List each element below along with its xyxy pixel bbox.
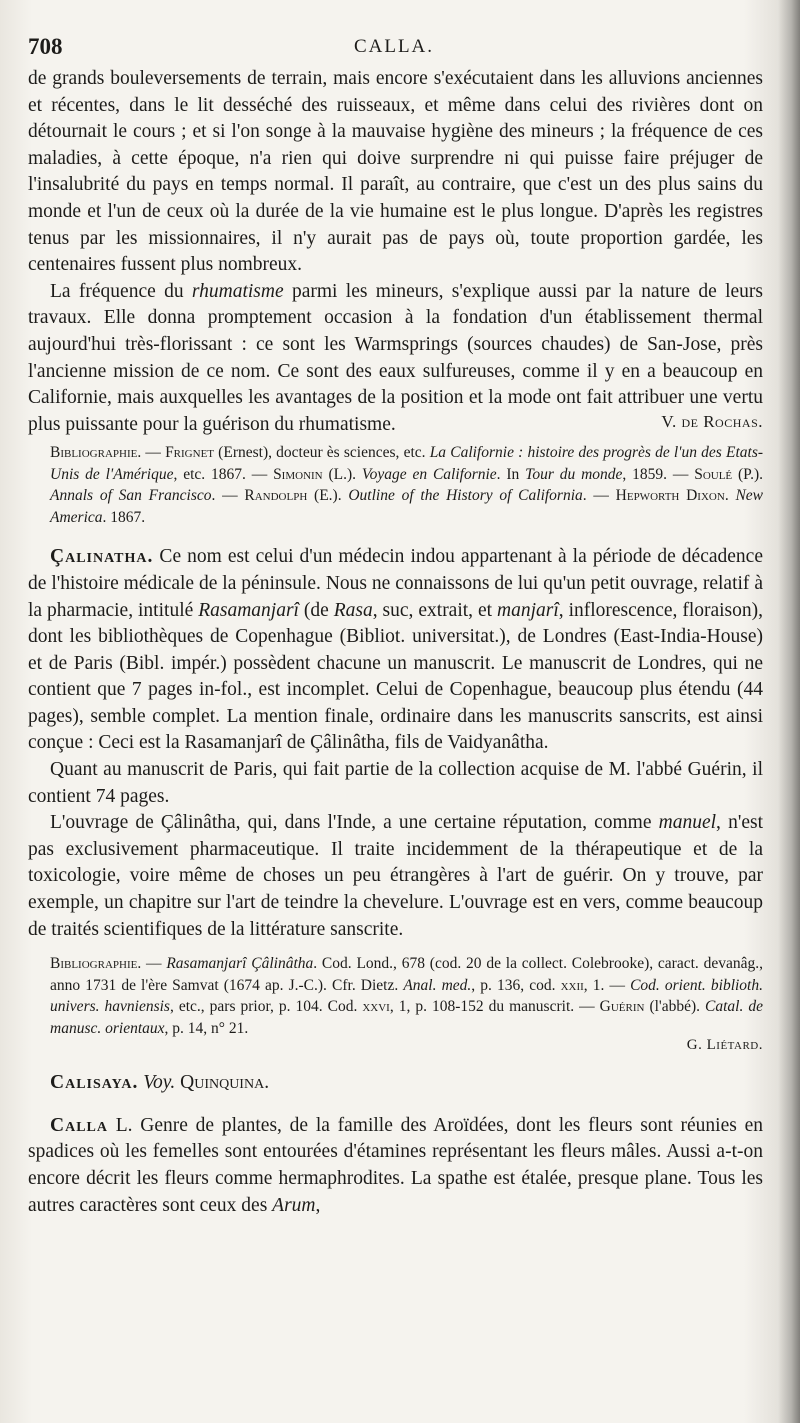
entry-heading: Çalinatha. (50, 546, 154, 568)
entry-heading: Calla (50, 1114, 108, 1136)
entry-calla: Calla L. Genre de plantes, de la famille des Aroïdées, dont les fleurs sont réunies en spadices où les femelles sont entourées d'étamines représentant les fleurs mâles. Aussi a-t-on encore décrit les fleurs comme hermaphrodites. La spathe est étalée, presque plane. Tous les autres caractères sont ceux des Arum, (28, 1114, 763, 1216)
bibliography: Bibliographie. — Frignet (Ernest), docteur ès sciences, etc. La Californie : histoire des progrès de l'un des Etats-Unis de l'Amérique, etc. 1867. — Simonin (L.). Voyage en Californie. In Tour du monde, 1859. — Soulé (P.). Annals of San Francisco. — Randolph (E.). Outline of the History of California. — Hepworth Dixon. New America. 1867. (50, 444, 764, 526)
entry-calisaya: Calisaya. Voy. Quinquina. (50, 1072, 270, 1094)
author-signature: V. de Rochas. (661, 412, 763, 432)
paragraph: La fréquence du rhumatisme parmi les mineurs, s'explique aussi par la nature de leurs travaux. Elle donna promptement occasion à la fondation d'un établissement thermal aujourd'hui très-florissant : ce sont les Warmsprings (sources chaudes) de San-Jose, près l'ancienne mission de ce nom. Ce sont des eaux sulfureuses, comme il y en a beaucoup en Californie, mais auxquelles les avantages de la position et la mode ont fait attribuer une vertu plus puissante pour la guérison du rhumatisme. (28, 280, 763, 435)
entry-heading: Calisaya. (50, 1072, 139, 1094)
running-head: CALLA. (353, 36, 435, 57)
author-signature: G. Liétard. (686, 1037, 763, 1054)
page-edge-shadow (778, 0, 800, 1423)
page-number: 708 (28, 34, 63, 59)
page-content (28, 66, 763, 1219)
paragraph: L'ouvrage de Çâlinâtha, qui, dans l'Inde, a une certaine réputation, comme manuel, n'est pas exclusivement pharmaceutique. Il traite incidemment de la thérapeutique et de la toxicologie, voire même de choses un peu étrangères à l'art de guérir. On y trouve, par exemple, un chapitre sur l'art de teindre la chevelure. L'ouvrage est en vers, comme beaucoup de traités scientifiques de la littérature sanscrite. (28, 812, 763, 940)
paragraph: Quant au manuscrit de Paris, qui fait partie de la collection acquise de M. l'abbé Guérin, il contient 74 pages. (28, 759, 763, 807)
page-header (28, 34, 760, 64)
entry-calinatha: Çalinatha. Ce nom est celui d'un médecin indou appartenant à la période de décadence de l'histoire médicale de la péninsule. Nous ne connaissons de lui qu'un petit ouvrage, relatif à la pharmacie, intitulé Rasamanjarî (de Rasa, suc, extrait, et manjarî, inflorescence, floraison), dont les bibliothèques de Copenhague (Bibliot. universitat.), de Londres (East-India-House) et de Paris (Bibl. impér.) possèdent chacune un manuscrit. Le manuscrit de Londres, qui ne contient que 7 pages in-fol., est incomplet. Celui de Copenhague, beaucoup plus étendu (44 pages), semble complet. La mention finale, ordinaire dans les manuscrits sanscrits, est ainsi conçue : Ceci est la Rasamanjarî de Çâlinâtha, fils de Vaidyanâtha. (28, 546, 764, 754)
bibliography: Bibliographie. — Rasamanjarî Çâlinâtha. Cod. Lond., 678 (cod. 20 de la collect. Colebrooke), caract. devanâg., anno 1731 de l'ère Samvat (1674 ap. J.-C.). Cfr. Dietz. Anal. med., p. 136, cod. xxii, 1. — Cod. orient. biblioth. univers. havniensis, etc., pars prior, p. 104. Cod. xxvi, 1, p. 108-152 du manuscrit. — Guérin (l'abbé). Catal. de manusc. orientaux, p. 14, n° 21. (50, 955, 763, 1037)
paragraph: de grands bouleversements de terrain, mais encore s'exécutaient dans les alluvions anciennes et récentes, dans le lit desséché des ruisseaux, et même dans celui des rivières dont on détournait le cours ; et si l'on songe à la mauvaise hygiène des mineurs ; la fréquence de ces maladies, à cette époque, n'a rien qui doive surprendre ni qui puisse faire préjuger de l'insalubrité du pays en temps normal. Il paraît, au contraire, que c'est un des plus sains du monde et l'un de ceux où la durée de la vie humaine est le plus longue. D'après les registres tenus par les missionnaires, il n'y aurait pas de pays où, toute proportion gardée, les centenaires fussent plus nombreux. (28, 68, 763, 276)
